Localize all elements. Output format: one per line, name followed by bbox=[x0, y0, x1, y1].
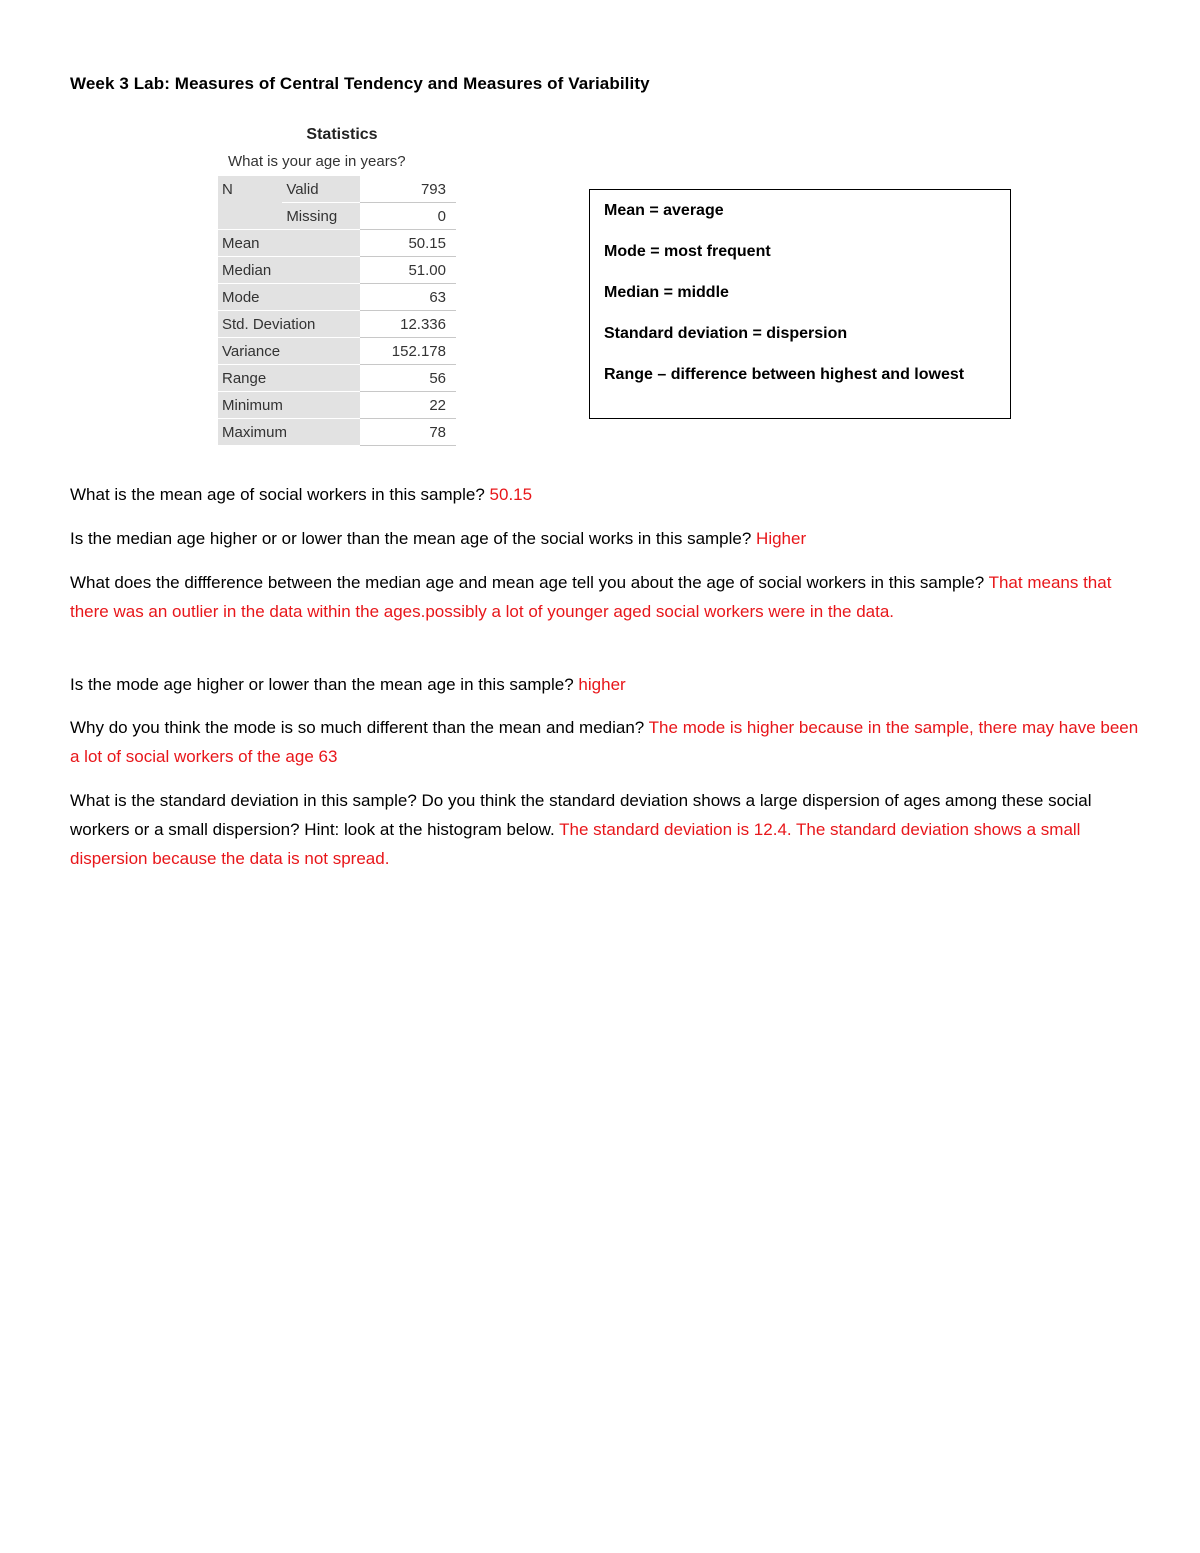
stat-label: Minimum bbox=[218, 392, 360, 419]
n-label-blank bbox=[218, 203, 282, 230]
question-text: What is the mean age of social workers in this sample? bbox=[70, 485, 490, 504]
stat-value: 12.336 bbox=[360, 311, 456, 338]
table-row bbox=[218, 230, 456, 257]
answer-text: That means that there was an outlier in the data within the ages.possibly a lot of younger aged social workers were in the data. bbox=[70, 573, 1112, 621]
answer-text: The standard deviation is 12.4. The standard deviation shows a small dispersion because the data is not spread. bbox=[70, 820, 1081, 868]
stat-value: 22 bbox=[360, 392, 456, 419]
missing-value: 0 bbox=[360, 203, 456, 230]
table-row bbox=[218, 338, 456, 365]
n-label: N bbox=[218, 176, 282, 203]
stat-label: Mean bbox=[218, 230, 360, 257]
table-row bbox=[218, 311, 456, 338]
table-row bbox=[218, 176, 456, 203]
table-row bbox=[218, 419, 456, 446]
stat-value: 63 bbox=[360, 284, 456, 311]
table-row bbox=[218, 392, 456, 419]
question-1 bbox=[70, 480, 1140, 509]
definition-range: Range – difference between highest and lowest bbox=[604, 366, 965, 383]
answer-text: The mode is higher because in the sample, there may have been a lot of social workers of the age 63 bbox=[70, 718, 1139, 766]
stat-value: 51.00 bbox=[360, 257, 456, 284]
statistics-table-block bbox=[218, 122, 456, 446]
question-text: What is the standard deviation in this sample? Do you think the standard deviation shows a large dispersion of ages among these social workers or a small dispersion? Hint: look at the histogram below. bbox=[70, 791, 1092, 839]
definitions-box bbox=[589, 189, 1011, 419]
question-text: Is the median age higher or or lower than the mean age of the social works in this sample? bbox=[70, 529, 757, 548]
question-5 bbox=[70, 713, 1140, 771]
table-row bbox=[218, 284, 456, 311]
answer-text: higher bbox=[578, 675, 626, 694]
statistics-table bbox=[218, 176, 456, 446]
stat-value: 50.15 bbox=[360, 230, 456, 257]
definition-mode: Mode = most frequent bbox=[604, 243, 771, 260]
page-title: Week 3 Lab: Measures of Central Tendency and Measures of Variability bbox=[70, 74, 650, 93]
valid-label: Valid bbox=[282, 176, 359, 203]
table-row bbox=[218, 365, 456, 392]
definition-standard-deviation: Standard deviation = dispersion bbox=[604, 325, 848, 342]
stat-value: 78 bbox=[360, 419, 456, 446]
question-text: Why do you think the mode is so much different than the mean and median? bbox=[70, 718, 649, 737]
missing-label: Missing bbox=[282, 203, 359, 230]
statistics-heading: Statistics bbox=[306, 126, 378, 143]
statistics-subtitle: What is your age in years? bbox=[228, 153, 406, 170]
answer-text: Higher bbox=[756, 529, 807, 548]
valid-value: 793 bbox=[360, 176, 456, 203]
table-row bbox=[218, 203, 456, 230]
stat-label: Median bbox=[218, 257, 360, 284]
table-row bbox=[218, 257, 456, 284]
question-4 bbox=[70, 670, 1140, 699]
question-text: What does the diffference between the median age and mean age tell you about the age of social workers in this sample? bbox=[70, 573, 989, 592]
stat-value: 152.178 bbox=[360, 338, 456, 365]
stat-label: Std. Deviation bbox=[218, 311, 360, 338]
stat-label: Variance bbox=[218, 338, 360, 365]
stat-label: Mode bbox=[218, 284, 360, 311]
question-text: Is the mode age higher or lower than the mean age in this sample? bbox=[70, 675, 579, 694]
answer-text: 50.15 bbox=[489, 485, 533, 504]
question-3 bbox=[70, 568, 1140, 626]
definition-median: Median = middle bbox=[604, 284, 729, 301]
stat-label: Range bbox=[218, 365, 360, 392]
stat-value: 56 bbox=[360, 365, 456, 392]
question-2 bbox=[70, 524, 1140, 553]
question-6 bbox=[70, 786, 1140, 873]
definition-mean: Mean = average bbox=[604, 202, 724, 219]
stat-label: Maximum bbox=[218, 419, 360, 446]
